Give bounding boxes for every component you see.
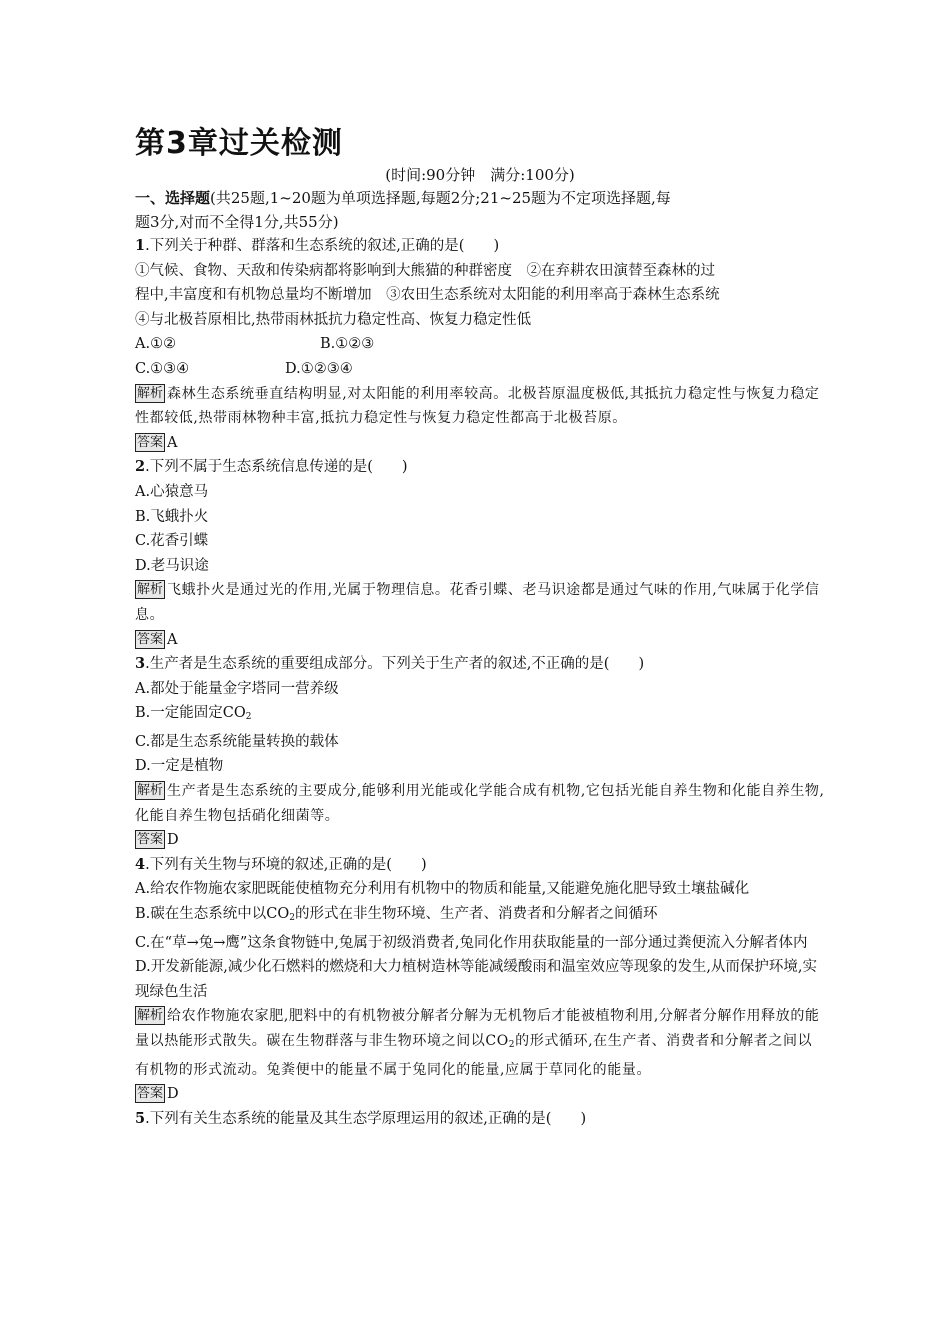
option-b-pre: B.碳在生态系统中以CO bbox=[135, 906, 290, 923]
question-number: 2 bbox=[135, 458, 146, 476]
option-d: D.①②③④ bbox=[285, 360, 353, 377]
section-desc-2: 题3分,对而不全得1分,共55分) bbox=[135, 213, 339, 231]
option-b bbox=[135, 701, 825, 730]
answer-value: A bbox=[167, 434, 178, 451]
option-c: C.在“草→兔→鹰”这条食物链中,兔属于初级消费者,兔同化作用获取能量的一部分通过粪便流入分解者体内 bbox=[135, 934, 808, 951]
analysis-text-pre: 给农作物施农家肥,肥料中的有机物被分解者分解为无机物后才能被植物利用,分解者分解作用释放的能量以热能形式散失。碳在生物群落与非生物环境之间以CO bbox=[135, 1008, 820, 1049]
section-label: 一、选择题 bbox=[135, 189, 211, 207]
option-d: D.开发新能源,减少化石燃料的燃烧和大力植树造林等能减缓酸雨和温室效应等现象的发生,从而保护环境,实现绿色生活 bbox=[135, 959, 818, 1000]
question-3 bbox=[135, 652, 825, 853]
section-desc-1: (共25题,1~20题为单项选择题,每题2分;21~25题为不定项选择题,每 bbox=[210, 189, 671, 207]
answer-value: D bbox=[167, 832, 179, 849]
analysis-text: 生产者是生态系统的主要成分,能够利用光能或化学能合成有机物,它包括光能自养生物和化能自养生物,化能自养生物包括硝化细菌等。 bbox=[135, 783, 825, 824]
option-c: C.花香引蝶 bbox=[135, 533, 209, 550]
question-2 bbox=[135, 455, 825, 652]
exam-info: (时间:90分钟 满分:100分) bbox=[385, 166, 575, 184]
option-a: A.心猿意马 bbox=[135, 483, 209, 500]
analysis-block bbox=[135, 1004, 825, 1082]
question-body-line: 程中,丰富度和有机物总量均不断增加 ③农田生态系统对太阳能的利用率高于森林生态系统 bbox=[135, 287, 720, 304]
question-stem: .下列有关生物与环境的叙述,正确的是( ) bbox=[145, 856, 427, 873]
question-stem: .生产者是生态系统的重要组成部分。下列关于生产者的叙述,不正确的是( ) bbox=[145, 656, 645, 673]
option-c: C.都是生态系统能量转换的载体 bbox=[135, 733, 339, 750]
answer-value: A bbox=[167, 631, 178, 648]
option-a: A.①② bbox=[135, 336, 177, 353]
subscript: 2 bbox=[289, 913, 295, 924]
question-stem: .下列不属于生态系统信息传递的是( ) bbox=[145, 459, 408, 476]
option-b: B.飞蛾扑火 bbox=[135, 508, 209, 525]
analysis-tag: 解析 bbox=[137, 783, 164, 799]
question-body-line: ④与北极苔原相比,热带雨林抵抗力稳定性高、恢复力稳定性低 bbox=[135, 311, 532, 328]
option-a: A.给农作物施农家肥既能使植物充分利用有机物中的物质和能量,又能避免施化肥导致土壤盐碱化 bbox=[135, 881, 750, 898]
subscript: 2 bbox=[508, 1040, 516, 1050]
question-body-line: ①气候、食物、天敌和传染病都将影响到大熊猫的种群密度 ②在弃耕农田演替至森林的过 bbox=[135, 262, 715, 279]
question-1 bbox=[135, 234, 825, 455]
question-5 bbox=[135, 1107, 825, 1132]
analysis-tag: 解析 bbox=[137, 582, 164, 598]
option-a: A.都处于能量金字塔同一营养级 bbox=[135, 680, 339, 697]
question-number: 3 bbox=[135, 655, 146, 673]
question-stem: .下列有关生态系统的能量及其生态学原理运用的叙述,正确的是( ) bbox=[145, 1110, 587, 1127]
analysis-tag: 解析 bbox=[137, 385, 164, 401]
option-c: C.①③④ bbox=[135, 360, 190, 377]
answer-tag: 答案 bbox=[137, 631, 164, 647]
option-d: D.一定是植物 bbox=[135, 758, 224, 775]
analysis-tag: 解析 bbox=[137, 1008, 164, 1024]
question-number: 1 bbox=[135, 237, 146, 254]
option-b-post: 的形式在非生物环境、生产者、消费者和分解者之间循环 bbox=[294, 906, 658, 923]
option-b-text: B.一定能固定CO bbox=[135, 705, 246, 722]
document-page bbox=[135, 124, 825, 1131]
answer-tag: 答案 bbox=[137, 832, 164, 848]
question-stem: .下列关于种群、群落和生态系统的叙述,正确的是( ) bbox=[145, 238, 500, 254]
answer-tag: 答案 bbox=[137, 434, 164, 450]
analysis-text: 飞蛾扑火是通过光的作用,光属于物理信息。花香引蝶、老马识途都是通过气味的作用,气味属于化学信息。 bbox=[135, 582, 820, 623]
answer-tag: 答案 bbox=[137, 1086, 164, 1102]
question-4 bbox=[135, 853, 825, 1107]
analysis-block bbox=[135, 578, 825, 627]
analysis-block bbox=[135, 382, 825, 431]
section-heading bbox=[135, 186, 825, 234]
option-d: D.老马识途 bbox=[135, 557, 209, 574]
option-b: B.①②③ bbox=[320, 336, 375, 353]
subscript: 2 bbox=[245, 712, 252, 723]
analysis-block bbox=[135, 779, 825, 828]
answer-value: D bbox=[167, 1086, 179, 1103]
analysis-text-post: 的形式循环,在生产者、消费者和分解者之间以有机物的形式流动。兔粪便中的能量不属于兔同化的能量,应属于草同化的能量。 bbox=[135, 1033, 813, 1078]
page-title: 第3章过关检测 bbox=[135, 126, 343, 161]
question-number: 4 bbox=[135, 855, 146, 873]
analysis-text: 森林生态系统垂直结构明显,对太阳能的利用率较高。北极苔原温度极低,其抵抗力稳定性与恢复力稳定性都较低,热带雨林物种丰富,抵抗力稳定性与恢复力稳定性都高于北极苔原。 bbox=[135, 385, 820, 427]
question-number: 5 bbox=[135, 1109, 146, 1127]
option-b bbox=[135, 902, 825, 931]
